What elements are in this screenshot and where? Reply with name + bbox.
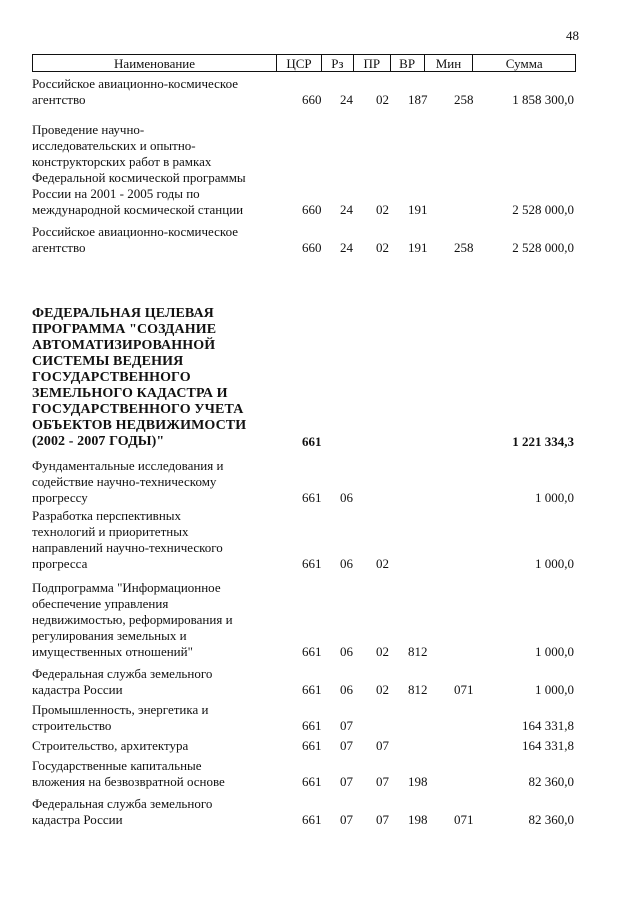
row-sum: 1 000,0 bbox=[535, 644, 574, 659]
header-sum: Сумма bbox=[505, 56, 543, 71]
row-name: Промышленность, энергетика и строительство bbox=[32, 702, 209, 733]
header-csr: ЦСР bbox=[277, 55, 322, 71]
row-csr: 660 bbox=[302, 92, 322, 107]
row-name: Федеральная служба земельного кадастра России bbox=[32, 666, 213, 697]
row-name: Проведение научно- исследовательских и опытно- конструкторских работ в рамках Федеральной космической программы России на 2001 - 2005 годы по международной космической станции bbox=[32, 122, 246, 217]
row-pr: 02 bbox=[376, 202, 389, 217]
program-title: ФЕДЕРАЛЬНАЯ ЦЕЛЕВАЯ ПРОГРАММА "СОЗДАНИЕ АВТОМАТИЗИРОВАННОЙ СИСТЕМЫ ВЕДЕНИЯ ГОСУДАРСТВЕННОГО ЗЕМЕЛЬНОГО КАДАСТРА И ГОСУДАРСТВЕННОГО УЧЕТА ОБЪЕКТОВ НЕДВИЖИМОСТИ (2002 - 2007 ГОДЫ)" bbox=[32, 306, 247, 449]
row-sum: 82 360,0 bbox=[528, 812, 574, 827]
row-csr: 661 bbox=[302, 718, 322, 733]
row-name: Фундаментальные исследования и содействие научно-техническому прогрессу bbox=[32, 458, 224, 505]
row-rz: 07 bbox=[340, 718, 353, 733]
row-csr: 661 bbox=[302, 490, 322, 505]
row-name: Строительство, архитектура bbox=[32, 738, 189, 753]
row-csr: 661 bbox=[302, 556, 322, 571]
row-min: 071 bbox=[454, 812, 474, 827]
row-sum: 1 000,0 bbox=[535, 490, 574, 505]
row-csr: 661 bbox=[302, 738, 322, 753]
row-csr: 661 bbox=[302, 644, 322, 659]
row-csr: 660 bbox=[302, 202, 322, 217]
row-name: Подпрограмма "Информационное обеспечение управления недвижимостью, реформирования и регулирования земельных и имущественных отношений" bbox=[32, 580, 233, 659]
row-sum: 2 528 000,0 bbox=[512, 202, 574, 217]
row-sum: 1 221 334,3 bbox=[512, 434, 574, 449]
row-min: 258 bbox=[454, 240, 474, 255]
row-sum: 164 331,8 bbox=[522, 718, 574, 733]
row-sum: 1 000,0 bbox=[535, 556, 574, 571]
row-csr: 661 bbox=[302, 812, 322, 827]
row-pr: 02 bbox=[376, 644, 389, 659]
row-pr: 02 bbox=[376, 240, 389, 255]
header-pr: ПР bbox=[354, 55, 391, 71]
row-rz: 06 bbox=[340, 682, 353, 697]
table-header bbox=[32, 54, 576, 72]
row-name: Разработка перспективных технологий и приоритетных направлений научно-технического прогресса bbox=[32, 508, 223, 571]
row-rz: 24 bbox=[340, 92, 353, 107]
row-rz: 24 bbox=[340, 202, 353, 217]
row-min: 071 bbox=[454, 682, 474, 697]
header-min: Мин bbox=[425, 55, 474, 71]
row-name: Российское авиационно-космическое агентство bbox=[32, 224, 239, 255]
row-name: Российское авиационно-космическое агентство bbox=[32, 76, 239, 107]
page-number: 48 bbox=[566, 28, 579, 43]
row-vr: 198 bbox=[408, 774, 428, 789]
row-vr: 187 bbox=[408, 92, 428, 107]
header-vr: ВР bbox=[391, 55, 425, 71]
row-csr: 660 bbox=[302, 240, 322, 255]
row-sum: 1 000,0 bbox=[535, 682, 574, 697]
row-pr: 02 bbox=[376, 92, 389, 107]
row-rz: 06 bbox=[340, 644, 353, 659]
row-pr: 07 bbox=[376, 738, 389, 753]
row-rz: 07 bbox=[340, 774, 353, 789]
row-min: 258 bbox=[454, 92, 474, 107]
row-sum: 164 331,8 bbox=[522, 738, 574, 753]
row-csr: 661 bbox=[302, 434, 322, 449]
row-rz: 06 bbox=[340, 490, 353, 505]
row-rz: 07 bbox=[340, 812, 353, 827]
row-rz: 06 bbox=[340, 556, 353, 571]
row-vr: 198 bbox=[408, 812, 428, 827]
row-pr: 02 bbox=[376, 556, 389, 571]
row-csr: 661 bbox=[302, 682, 322, 697]
row-rz: 24 bbox=[340, 240, 353, 255]
header-rz: Рз bbox=[322, 55, 354, 71]
row-sum: 2 528 000,0 bbox=[512, 240, 574, 255]
row-vr: 812 bbox=[408, 682, 428, 697]
row-name: Государственные капитальные вложения на безвозвратной основе bbox=[32, 758, 225, 789]
row-csr: 661 bbox=[302, 774, 322, 789]
row-sum: 82 360,0 bbox=[528, 774, 574, 789]
row-vr: 191 bbox=[408, 202, 428, 217]
row-pr: 02 bbox=[376, 682, 389, 697]
row-name: Федеральная служба земельного кадастра России bbox=[32, 796, 213, 827]
row-rz: 07 bbox=[340, 738, 353, 753]
row-vr: 191 bbox=[408, 240, 428, 255]
row-pr: 07 bbox=[376, 774, 389, 789]
row-sum: 1 858 300,0 bbox=[512, 92, 574, 107]
row-pr: 07 bbox=[376, 812, 389, 827]
header-name: Наименование bbox=[33, 55, 277, 71]
row-vr: 812 bbox=[408, 644, 428, 659]
